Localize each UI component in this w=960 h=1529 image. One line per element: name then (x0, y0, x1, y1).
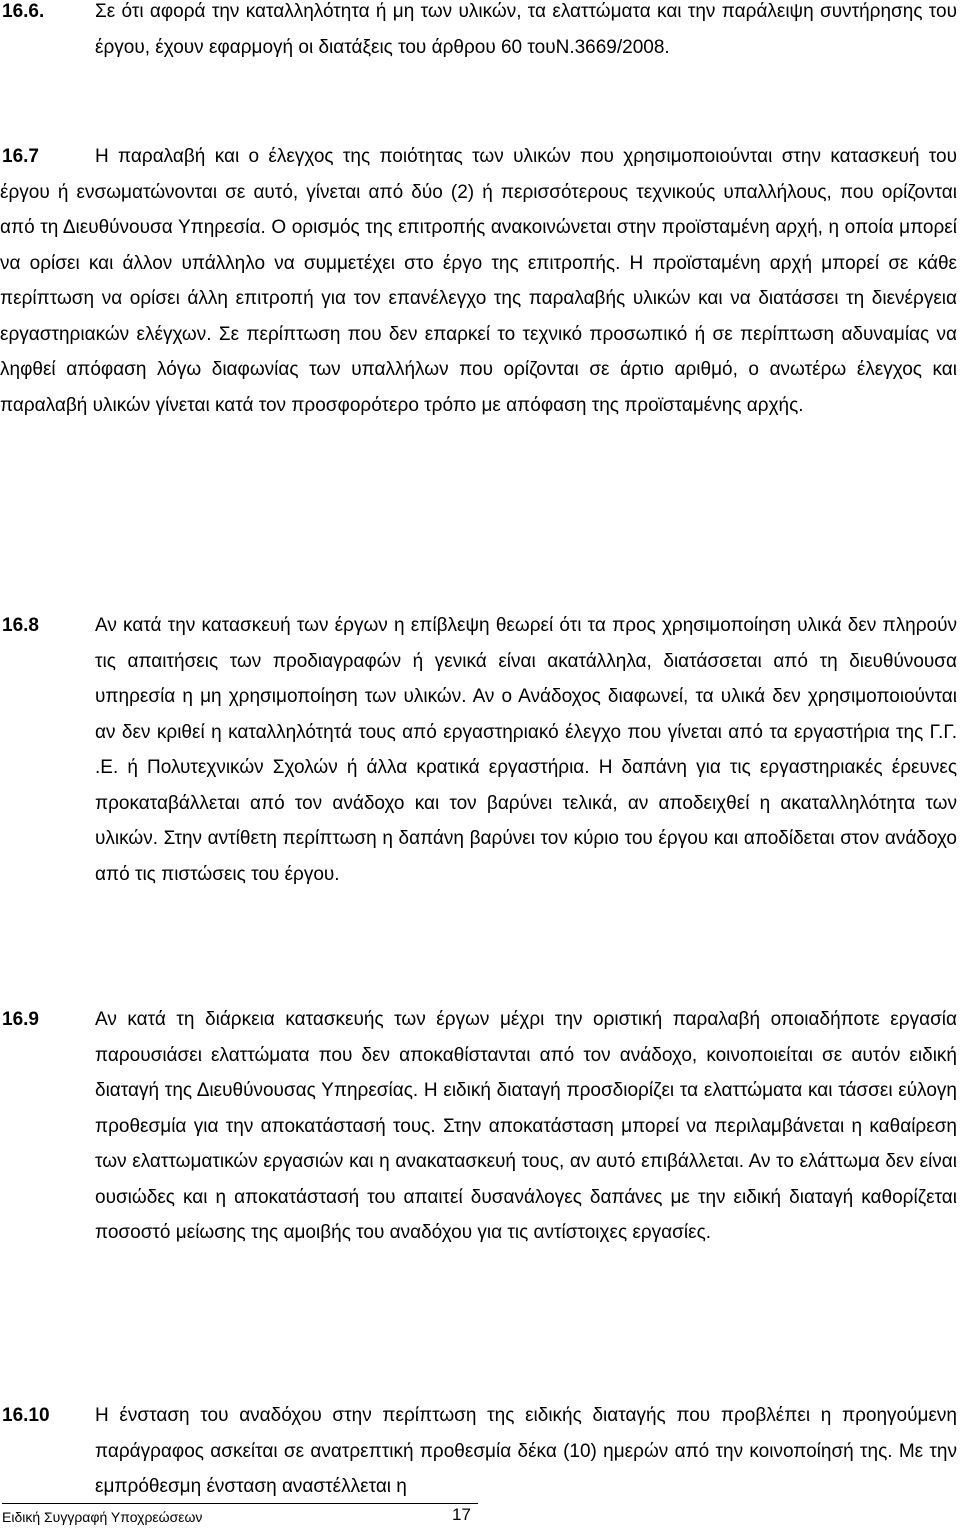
section-text: Η παραλαβή και ο έλεγχος της ποιότητας των υλικών που χρησιμοποιούνται στην κατασκευή του έργου ή ενσωματώνονται σε αυτό, γίνεται από δύο (2) ή περισσότερους τεχνικούς υπαλλήλους, που ορίζονται από τη Διευθύνουσα Υπηρεσία. Ο ορισμός της επιτροπής ανακοινώνεται στην προϊσταμένη αρχή, η οποία μπορεί να ορίσει και άλλον υπάλληλο να συμμετέχει στο έργο της επιτροπής. Η προϊσταμένη αρχή μπορεί σε κάθε περίπτωση να ορίσει άλλη επιτροπή για τον επανέλεγχο της παραλαβής υλικών και να διατάσσει τη διενέργεια εργαστηριακών ελέγχων. Σε περίπτωση που δεν επαρκεί το τεχνικό προσωπικό ή σε περίπτωση αδυναμίας να ληφθεί απόφαση λόγω διαφωνίας των υπαλλήλων που ορίζονται σε άρτιο αριθμό, ο ανωτέρω έλεγχος και παραλαβή υλικών γίνεται κατά τον προσφορότερο τρόπο με απόφαση της προϊσταμένης αρχής. (0, 146, 957, 416)
section-number: 16.7 (2, 146, 39, 167)
section-number: 16.9 (2, 1009, 39, 1030)
footer-document-title: Ειδική Συγγραφή Υποχρεώσεων (2, 1509, 203, 1525)
section-text: Αν κατά την κατασκευή των έργων η επίβλεψη θεωρεί ότι τα προς χρησιμοποίηση υλικά δεν πληρούν τις απαιτήσεις των προδιαγραφών ή γενικά είναι ακατάλληλα, διατάσσεται από τη διευθύνουσα υπηρεσία η μη χρησιμοποίηση των υλικών. Αν ο Ανάδοχος διαφωνεί, τα υλικά δεν χρησιμοποιούνται αν δεν κριθεί η καταλληλότητά τους από εργαστηριακό έλεγχο που γίνεται από τα εργαστήρια της Γ.Γ. .Ε. ή Πολυτεχνικών Σχολών ή άλλα κρατικά εργαστήρια. Η δαπάνη για τις εργαστηριακές έρευνες προκαταβάλλεται από τον ανάδοχο και τον βαρύνει τελικά, αν αποδειχθεί η ακαταλληλότητα των υλικών. Στην αντίθετη περίπτωση η δαπάνη βαρύνει τον κύριο του έργου και αποδίδεται στον ανάδοχο από τις πιστώσεις του έργου. (95, 615, 957, 885)
section-text: Η ένσταση του αναδόχου στην περίπτωση της ειδικής διαταγής που προβλέπει η προηγούμενη παράγραφος ασκείται σε ανατρεπτική προθεσμία δέκα (10) ημερών από την κοινοποίησή της. Με την εμπρόθεσμη ένσταση αναστέλλεται η (95, 1405, 957, 1497)
section-text: Σε ότι αφορά την καταλληλότητα ή μη των υλικών, τα ελαττώματα και την παράλειψη συντήρησης του έργου, έχουν εφαρμογή οι διατάξεις του άρθρου 60 τουΝ.3669/2008. (95, 1, 957, 58)
page-number: 17 (452, 1505, 471, 1524)
section-number: 16.10 (2, 1405, 50, 1426)
section-number: 16.6. (2, 1, 45, 22)
section-text: Αν κατά τη διάρκεια κατασκευής των έργων μέχρι την οριστική παραλαβή οποιαδήποτε εργασία παρουσιάσει ελαττώματα που δεν αποκαθίστανται από τον ανάδοχο, κοινοποιείται σε αυτόν ειδική διαταγή της Διευθύνουσας Υπηρεσίας. Η ειδική διαταγή προσδιορίζει τα ελαττώματα και τάσσει εύλογη προθεσμία για την αποκατάστασή τους. Στην αποκατάσταση μπορεί να περιλαμβάνεται η καθαίρεση των ελαττωματικών εργασιών και η ανακατασκευή τους, αν αυτό επιβάλλεται. Αν το ελάττωμα δεν είναι ουσιώδες και η αποκατάστασή του απαιτεί δυσανάλογες δαπάνες με την ειδική διαταγή καθορίζεται ποσοστό μείωσης της αμοιβής του αναδόχου για τις αντίστοιχες εργασίες. (95, 1009, 957, 1243)
footer-divider (2, 1503, 478, 1504)
section-number: 16.8 (2, 615, 39, 636)
